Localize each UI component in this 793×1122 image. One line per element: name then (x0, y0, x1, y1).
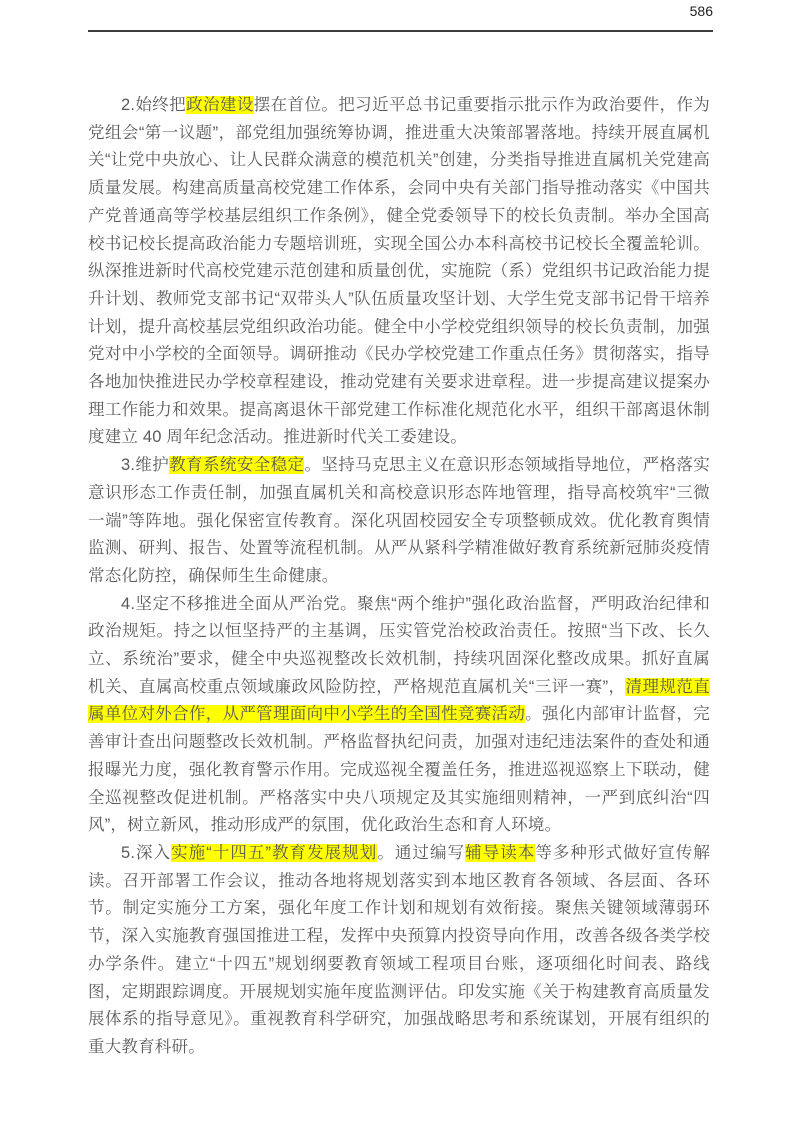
highlighted-text: 辅导读本 (465, 843, 536, 862)
text-run: 4.坚定不移推进全面从严治党。聚焦“两个维护”强化政治监督，严明政治纪律和政治规矩。持之以恒坚持严的主基调，压实管党治校政治责任。按照“当下改、长久立、系统治”要求，健全中央巡视整改长效机制，持续巩固深化整改成果。抓好直属机关、直属高校重点领域廉政风险防控，严格规范直属机关“三评一赛”， (88, 594, 710, 696)
highlighted-text: 政治建设 (186, 96, 254, 114)
paragraph (88, 452, 710, 591)
text-run: 等多种形式做好宣传解读。召开部署工作会议，推动各地将规划落实到本地区教育各领域、各层面、各环节。制定实施分工方案，强化年度工作计划和规划有效衔接。聚焦关键领域薄弱环节，深入实施教育强国推进工程，发挥中央预算内投资导向作用，改善各级各类学校办学条件。建立“十四五”规划纲要教育领域工程项目台账，逐项细化时间表、路线图，定期跟踪调度。开展规划实施年度监测评估。印发实施《关于构建教育高质量发展体系的指导意见》。重视教育科学研究，加强战略思考和系统谋划，开展有组织的重大教育科研。 (88, 843, 711, 1056)
text-run: 3.维护 (121, 456, 170, 475)
text-run: 。强化内部审计监督，完善审计查出问题整改长效机制。严格监督执纪问责，加强对违纪违法案件的查处和通报曝光力度，强化教育警示作用。完成巡视全覆盖任务，推进巡视巡察上下联动，健全巡视整改促进机制。严格落实中央八项规定及其实施细则精神，一严到底纠治“四风”，树立新风，推动形成严的氛围，优化政治生态和育人环境。 (88, 705, 711, 835)
text-run: 摆在首位。把习近平总书记重要指示批示作为政治要件，作为党组会“第一议题”，部党组加强统筹协调，推进重大决策部署落地。持续开展直属机关“让党中央放心、让人民群众满意的模范机关”创建，分类指导推进直属机关党建高质量发展。构建高质量高校党建工作体系，会同中央有关部门指导推动落实《中国共产党普通高等学校基层组织工作条例》，健全党委领导下的校长负责制。举办全国高校书记校长提高政治能力专题培训班，实现全国公办本科高校书记校长全覆盖轮训。纵深推进新时代高校党建示范创建和质量创优，实施院（系）党组织书记政治能力提升计划、教师党支部书记“双带头人”队伍质量攻坚计划、大学生党支部书记骨干培养计划，提升高校基层党组织政治功能。健全中小学校党组织领导的校长负责制，加强党对中小学校的全面领导。调研推动《民办学校党建工作重点任务》贯彻落实，指导各地加快推进民办学校章程建设，推动党建有关要求进章程。进一步提高建议提案办理工作能力和效果。提高离退休干部党建工作标准化规范化水平，组织干部离退休制度建立 40 周年纪念活动。推进新时代关工委建设。 (88, 96, 710, 447)
text-run: 。通过编写 (377, 843, 466, 862)
document-body (88, 92, 710, 1062)
highlighted-text: 教育系统安全稳定 (169, 456, 305, 475)
text-run: 5.深入 (121, 843, 172, 862)
paragraph (88, 591, 710, 840)
text-run: 。坚持马克思主义在意识形态领域指导地位，严格落实意识形态工作责任制，加强直属机关和高校意识形态阵地管理，指导高校筑牢“三微一端”等阵地。强化保密宣传教育。深化巩固校园安全专项整顿成效。优化教育舆情监测、研判、报告、处置等流程机制。从严从紧科学精准做好教育系统新冠肺炎疫情常态化防控，确保师生生命健康。 (88, 456, 710, 585)
paragraph (88, 92, 710, 452)
header-divider (88, 30, 713, 32)
text-run: 2.始终把 (121, 96, 187, 114)
paragraph (88, 840, 710, 1062)
highlighted-text: 清理规范直属单位对外合作，从严管理面向中小学生的全国性竞赛活动 (88, 677, 711, 724)
highlighted-text: 实施“十四五”教育发展规划 (171, 843, 378, 862)
page-number: 586 (689, 3, 713, 19)
